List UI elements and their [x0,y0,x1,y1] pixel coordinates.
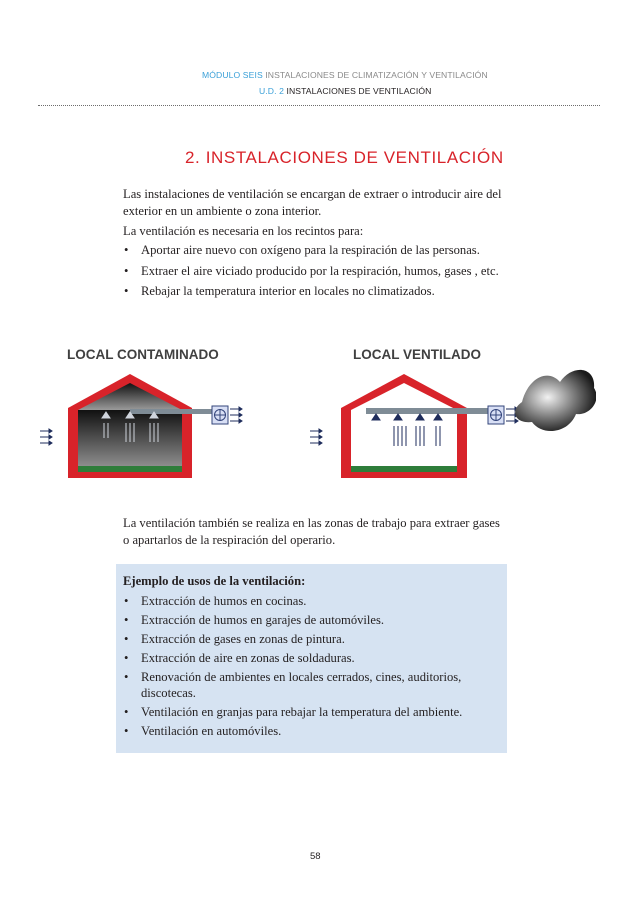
header-divider [38,105,600,106]
unit-title: INSTALACIONES DE VENTILACIÓN [286,86,432,96]
list-item: • Extracción de humos en cocinas. [124,594,307,608]
ventilated-room [310,370,596,478]
header-module-line [202,70,488,80]
list-item: • Extraer el aire viciado producido por la respiración, humos, gases , etc. [124,263,499,278]
list-item: • Ventilación en granjas para rebajar la temperatura del ambiente. [124,705,463,719]
header-unit-line [259,86,431,96]
list-item: • Ventilación en automóviles. [124,724,282,738]
examples-list [123,593,503,742]
smoke-cloud [515,370,596,431]
needs-list [123,242,509,304]
list-item: • Rebajar la temperatura interior en locales no climatizados. [124,284,435,298]
unit-label: U.D. 2 [259,86,284,96]
module-label: MÓDULO SEIS [202,70,263,80]
section-title: 2. INSTALACIONES DE VENTILACIÓN [185,148,504,167]
list-item: • Renovación de ambientes en locales cerrados, cines, auditorios, discotecas. [124,670,462,700]
ventilation-figure [36,338,596,478]
left-figure-label: LOCAL CONTAMINADO [67,347,219,362]
page-number: 58 [310,851,321,862]
right-figure-label: LOCAL VENTILADO [353,347,481,362]
contaminated-room [40,374,242,478]
list-item: • Extracción de gases en zonas de pintura. [124,632,345,646]
ventilation-diagram [36,338,596,478]
module-title: INSTALACIONES DE CLIMATIZACIÓN Y VENTILACIÓN [265,70,488,80]
list-item: • Extracción de humos en garajes de automóviles. [124,613,385,627]
need-paragraph: La ventilación es necesaria en los recintos para: [123,224,364,238]
examples-box [116,564,507,753]
intro-paragraph: Las instalaciones de ventilación se encargan de extraer o introducir aire del exterior en un ambiente o zona interior. [123,187,502,218]
examples-title: Ejemplo de usos de la ventilación: [123,574,306,588]
list-item: • Extracción de aire en zonas de soldaduras. [124,651,355,665]
list-item: • Aportar aire nuevo con oxígeno para la respiración de las personas. [124,243,480,257]
work-paragraph: La ventilación también se realiza en las zonas de trabajo para extraer gases o apartarlos de la respiración del operario. [123,516,500,547]
